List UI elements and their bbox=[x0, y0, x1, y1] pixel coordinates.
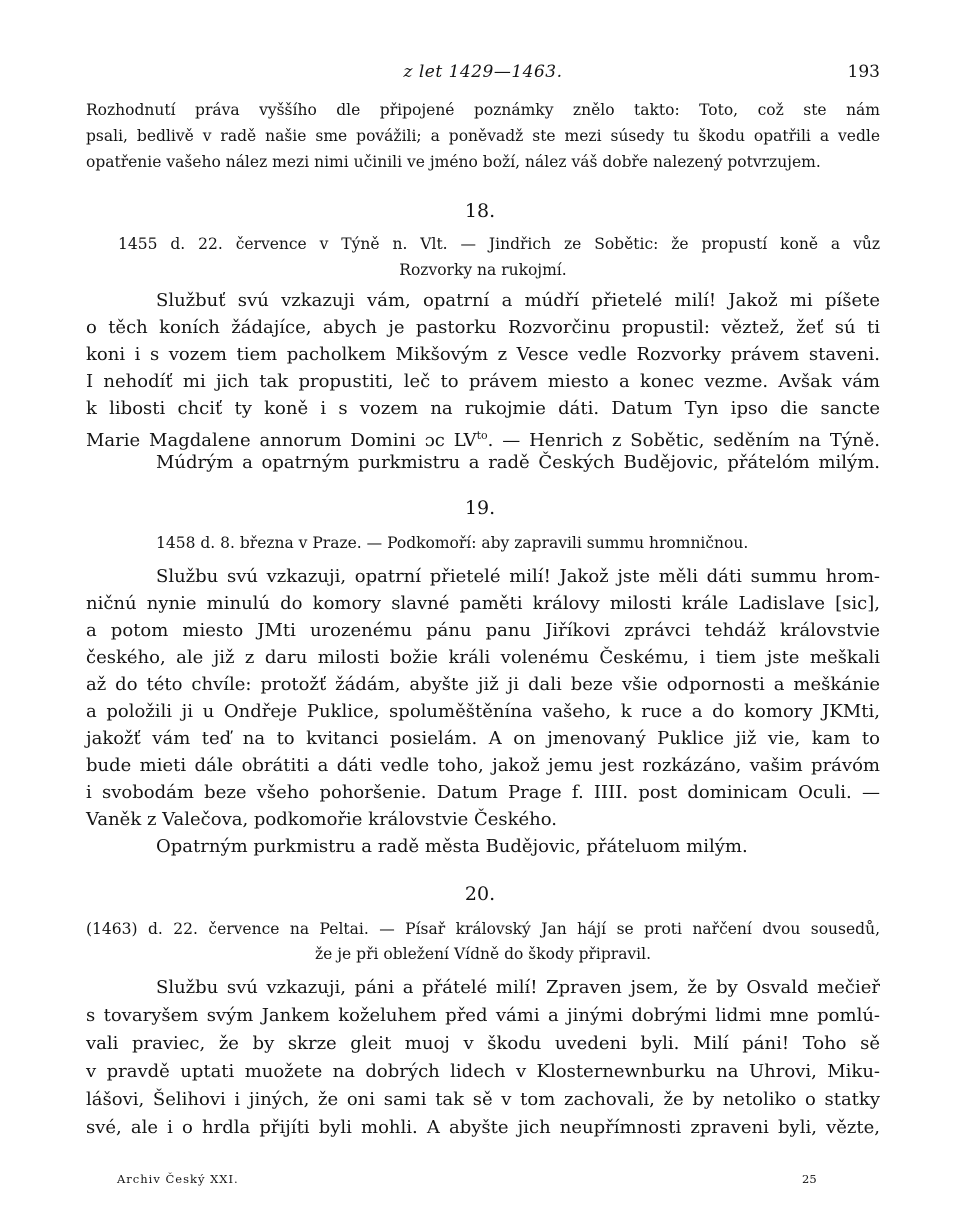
running-head bbox=[86, 62, 880, 86]
running-title: z let 1429—1463. bbox=[403, 62, 563, 82]
document-body-line: k libosti chciť ty koně i s vozem na rukojmie dáti. Datum Tyn ipso die sancte bbox=[86, 398, 880, 419]
document-summary: Rozvorky na rukojmí. bbox=[399, 261, 567, 279]
document-summary: 1455 d. 22. července v Týně n. Vlt. — Jindřich ze Sobětic: že propustí koně a vůz bbox=[118, 235, 880, 253]
document-body-line: koni i s vozem tiem pacholkem Mikšovým z Vesce vedle Rozvorky právem staveni. bbox=[86, 344, 880, 365]
document-summary: (1463) d. 22. července na Peltai. — Písař královský Jan hájí se proti nařčení dvou sousedů, bbox=[86, 920, 880, 938]
document-body-line: Službuť svú vzkazuji vám, opatrní a múdří přietelé milí! Jakož mi píšete bbox=[156, 290, 880, 311]
document-summary: 1458 d. 8. března v Praze. — Podkomoří: aby zapravili summu hromničnou. bbox=[156, 534, 749, 552]
document-body-line: lášovi, Šelihovi i jiných, že oni sami tak sě v tom zachovali, že by netoliko o statky bbox=[86, 1089, 880, 1110]
document-number: 18. bbox=[464, 200, 496, 222]
document-body-line: s tovaryšem svým Jankem koželuhem před vámi a jinými dobrými lidmi mne pomlú- bbox=[86, 1005, 880, 1026]
footer-signature: Archiv Český XXI. bbox=[117, 1172, 239, 1186]
document-body-line: v pravdě uptati muožete na dobrých lidech v Klosternewnburku na Uhrovi, Miku- bbox=[86, 1061, 880, 1082]
document-address: Opatrným purkmistru a radě města Budějovic, přáteluom milým. bbox=[156, 836, 748, 857]
document-body-line: ničnú nynie minulú do komory slavné paměti královy milosti krále Ladislave [sic], bbox=[86, 593, 880, 614]
intro-line: Rozhodnutí práva vyššího dle připojené poznámky znělo takto: Toto, což ste nám bbox=[86, 101, 880, 119]
footer-sheet-number: 25 bbox=[802, 1172, 817, 1186]
document-body-line: a potom miesto JMti urozenému pánu panu Jiříkovi zprávci tehdáž královstvie bbox=[86, 620, 880, 641]
page-number: 193 bbox=[847, 62, 880, 82]
document-body-line: jakožť vám teď na to kvitanci posielám. A on jmenovaný Puklice již vie, kam to bbox=[86, 728, 880, 749]
document-body-line: až do této chvíle: protožť žádám, abyšte již ji dali beze všie odpornosti a meškánie bbox=[86, 674, 880, 695]
intro-line: psali, bedlivě v radě našie sme povážili; a poněvadž ste mezi súsedy tu škodu opatřili a vedle bbox=[86, 127, 880, 145]
document-body-line: bude mieti dále obrátiti a dáti vedle toho, jakož jemu jest rozkázáno, vašim právóm bbox=[86, 755, 880, 776]
document-body-line: Službu svú vzkazuji, opatrní přietelé milí! Jakož jste měli dáti summu hrom- bbox=[156, 566, 880, 587]
document-body-line: vali praviec, že by skrze gleit muoj v škodu uvedeni byli. Milí páni! Toho sě bbox=[86, 1033, 880, 1054]
document-number: 19. bbox=[464, 497, 496, 519]
intro-line: opatřenie vašeho nález mezi nimi učinili ve jméno boží, nález váš dobře nalezený potvrzujem. bbox=[86, 153, 821, 171]
document-body-line: českého, ale již z daru milosti božie králi volenému Českému, i tiem jste meškali bbox=[86, 647, 880, 668]
document-body-line: Marie Magdalene annorum Domini ɔc $LV^{to}$. — Henrich z Sobětic, seděním na Týně. bbox=[86, 429, 880, 451]
document-summary: že je při obležení Vídně do škody připravil. bbox=[314, 945, 652, 963]
document-body-line: o těch koních žádajíce, abych je pastorku Rozvorčinu propustil: věztež, žeť sú ti bbox=[86, 317, 880, 338]
document-body-line: I nehodíť mi jich tak propustiti, leč to právem miesto a konec vezme. Avšak vám bbox=[86, 371, 880, 392]
document-body-line: své, ale i o hrdla přijíti byli mohli. A abyšte jich neupřímnosti zpraveni byli, vězte, bbox=[86, 1117, 880, 1138]
document-body-line: a položili ji u Ondřeje Puklice, spoluměštěnína vašeho, k ruce a do komory JKMti, bbox=[86, 701, 880, 722]
document-address: Múdrým a opatrným purkmistru a radě Českých Budějovic, přátelóm milým. bbox=[156, 452, 880, 473]
document-number: 20. bbox=[464, 883, 496, 905]
document-body-line: Službu svú vzkazuji, páni a přátelé milí! Zpraven jsem, že by Osvald mečieř bbox=[156, 977, 880, 998]
document-body-line: i svobodám beze všeho pohoršenie. Datum Prage f. IIII. post dominicam Oculi. — bbox=[86, 782, 880, 803]
document-body-line: Vaněk z Valečova, podkomořie královstvie Českého. bbox=[86, 809, 558, 830]
